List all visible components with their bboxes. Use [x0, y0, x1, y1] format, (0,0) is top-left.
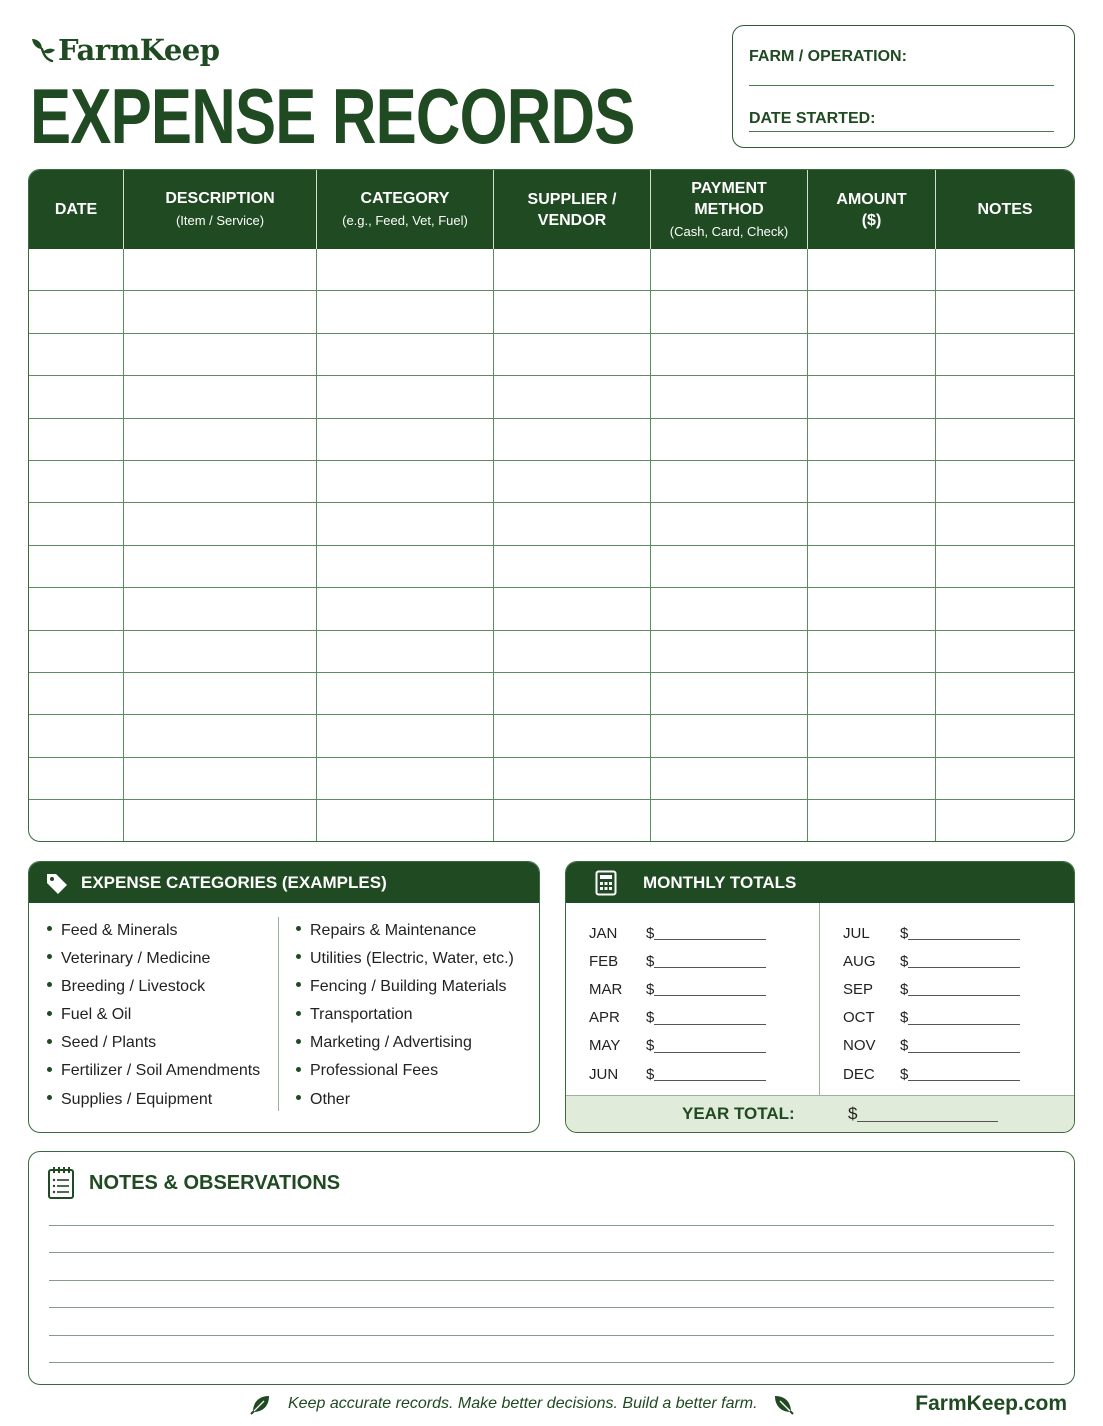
table-cell[interactable] — [29, 800, 124, 842]
table-row — [29, 758, 1074, 800]
category-item — [296, 1057, 514, 1085]
month-label: FEB — [589, 952, 619, 970]
notes-title: NOTES & OBSERVATIONS — [89, 1171, 341, 1194]
category-item — [296, 1029, 514, 1057]
table-cell[interactable] — [808, 334, 936, 375]
table-cell[interactable] — [29, 291, 124, 332]
currency-symbol: $ — [646, 1037, 655, 1055]
table-cell[interactable] — [651, 419, 808, 460]
table-cell[interactable] — [494, 758, 651, 799]
table-cell[interactable] — [494, 715, 651, 756]
bullet-icon — [47, 982, 52, 987]
table-cell[interactable] — [124, 249, 317, 290]
category-label: Utilities (Electric, Water, etc.) — [310, 950, 514, 968]
table-cell[interactable] — [651, 291, 808, 332]
category-label: Professional Fees — [310, 1062, 439, 1080]
table-cell[interactable] — [936, 461, 1074, 502]
table-cell[interactable] — [317, 758, 494, 799]
table-row — [29, 800, 1074, 842]
category-item — [47, 1029, 278, 1057]
bullet-icon — [47, 1067, 52, 1072]
table-row — [29, 376, 1074, 418]
table-cell[interactable] — [494, 376, 651, 417]
category-label: Repairs & Maintenance — [310, 922, 477, 939]
table-cell[interactable] — [124, 334, 317, 375]
bullet-icon — [296, 1011, 301, 1016]
bullet-icon — [47, 926, 52, 931]
category-label: Fencing / Building Materials — [310, 978, 507, 996]
note-line[interactable] — [49, 1362, 1054, 1363]
table-cell[interactable] — [317, 419, 494, 460]
table-cell[interactable] — [124, 715, 317, 756]
sprout-icon — [28, 35, 56, 65]
table-cell[interactable] — [651, 503, 808, 544]
table-cell[interactable] — [936, 376, 1074, 417]
note-line[interactable] — [49, 1280, 1054, 1281]
bullet-icon — [296, 1095, 301, 1100]
month-total-field[interactable] — [908, 1011, 1020, 1025]
month-row — [566, 975, 819, 1003]
months-first-half — [566, 903, 820, 1095]
table-cell[interactable] — [494, 673, 651, 714]
col-date: DATE — [29, 170, 124, 249]
table-cell[interactable] — [936, 800, 1074, 842]
month-label: SEP — [843, 980, 874, 998]
table-row — [29, 673, 1074, 715]
month-label: MAY — [589, 1037, 621, 1055]
footer-tagline — [250, 1393, 794, 1415]
table-cell[interactable] — [808, 715, 936, 756]
table-cell[interactable] — [936, 715, 1074, 756]
table-cell[interactable] — [317, 503, 494, 544]
month-row — [820, 975, 1074, 1003]
category-item — [296, 945, 514, 973]
table-cell[interactable] — [124, 461, 317, 502]
month-total-field[interactable] — [654, 1067, 766, 1081]
currency-symbol: $ — [900, 1009, 909, 1027]
bullet-icon — [296, 1067, 301, 1072]
table-cell[interactable] — [936, 503, 1074, 544]
category-item — [296, 917, 514, 945]
month-label: OCT — [843, 1009, 875, 1027]
note-line[interactable] — [49, 1225, 1054, 1226]
table-cell[interactable] — [317, 291, 494, 332]
table-cell[interactable] — [29, 546, 124, 587]
table-cell[interactable] — [29, 715, 124, 756]
currency-symbol: $ — [646, 924, 655, 942]
table-cell[interactable] — [494, 800, 651, 842]
currency-symbol: $ — [848, 1104, 858, 1123]
month-label: JAN — [589, 924, 618, 942]
table-cell[interactable] — [808, 291, 936, 332]
table-cell[interactable] — [494, 546, 651, 587]
table-cell[interactable] — [936, 419, 1074, 460]
month-row — [820, 1032, 1074, 1060]
table-cell[interactable] — [317, 546, 494, 587]
note-line[interactable] — [49, 1335, 1054, 1336]
monthly-title: MONTHLY TOTALS — [643, 872, 797, 892]
month-row — [566, 947, 819, 975]
note-line[interactable] — [49, 1307, 1054, 1308]
month-total-field[interactable] — [908, 954, 1020, 968]
expense-categories-panel — [28, 861, 540, 1133]
table-cell[interactable] — [651, 376, 808, 417]
table-cell[interactable] — [651, 673, 808, 714]
category-item — [47, 973, 278, 1001]
category-label: Feed & Minerals — [61, 922, 178, 939]
year-total-row — [566, 1095, 1074, 1132]
table-cell[interactable] — [494, 249, 651, 290]
month-total-field[interactable] — [654, 954, 766, 968]
table-cell[interactable] — [651, 715, 808, 756]
col-description: DESCRIPTION (Item / Service) — [124, 170, 317, 249]
col-payment-method: PAYMENT METHOD (Cash, Card, Check) — [651, 170, 808, 249]
table-cell[interactable] — [317, 334, 494, 375]
table-cell[interactable] — [494, 631, 651, 672]
month-row — [820, 947, 1074, 975]
category-item — [47, 945, 278, 973]
table-cell[interactable] — [317, 249, 494, 290]
bullet-icon — [296, 926, 301, 931]
currency-symbol: $ — [900, 924, 909, 942]
currency-symbol: $ — [900, 980, 909, 998]
table-body — [29, 249, 1074, 841]
currency-symbol: $ — [900, 1037, 909, 1055]
tag-icon — [45, 871, 69, 895]
table-cell[interactable] — [651, 758, 808, 799]
col-category: CATEGORY (e.g., Feed, Vet, Fuel) — [317, 170, 494, 249]
table-cell[interactable] — [808, 800, 936, 842]
month-total-field[interactable] — [654, 1039, 766, 1053]
table-cell[interactable] — [124, 503, 317, 544]
table-cell[interactable] — [808, 461, 936, 502]
currency-symbol: $ — [646, 1065, 655, 1083]
table-cell[interactable] — [651, 546, 808, 587]
table-row — [29, 249, 1074, 291]
table-row — [29, 334, 1074, 376]
category-label: Fertilizer / Soil Amendments — [61, 1062, 261, 1080]
currency-symbol: $ — [900, 952, 909, 970]
category-label: Marketing / Advertising — [310, 1034, 472, 1052]
bullet-icon — [47, 1095, 52, 1100]
table-cell[interactable] — [29, 419, 124, 460]
month-label: JUL — [843, 924, 870, 942]
table-cell[interactable] — [29, 631, 124, 672]
table-cell[interactable] — [651, 334, 808, 375]
bullet-icon — [47, 1011, 52, 1016]
farm-operation-field[interactable]: FARM / OPERATION: — [749, 48, 1054, 86]
month-total-field[interactable] — [654, 926, 766, 940]
bullet-icon — [47, 1039, 52, 1044]
category-label: Fuel & Oil — [61, 1006, 132, 1024]
calculator-icon — [595, 870, 617, 896]
category-item — [296, 973, 514, 1001]
month-row — [820, 919, 1074, 947]
leaf-icon — [250, 1393, 272, 1415]
month-label: MAR — [589, 980, 623, 998]
category-item — [47, 1086, 278, 1114]
date-started-field[interactable]: DATE STARTED: — [749, 110, 1054, 132]
table-cell[interactable] — [124, 419, 317, 460]
table-cell[interactable] — [29, 588, 124, 629]
brand-name: FarmKeep — [58, 33, 220, 67]
table-cell[interactable] — [317, 376, 494, 417]
expense-table — [28, 169, 1075, 842]
table-cell[interactable] — [317, 631, 494, 672]
category-label: Transportation — [310, 1006, 413, 1024]
month-total-field[interactable] — [908, 1039, 1020, 1053]
table-cell[interactable] — [936, 673, 1074, 714]
table-cell[interactable] — [317, 715, 494, 756]
bullet-icon — [296, 1039, 301, 1044]
farm-info-box — [732, 25, 1075, 148]
table-cell[interactable] — [808, 631, 936, 672]
table-cell[interactable] — [29, 376, 124, 417]
categories-title: EXPENSE CATEGORIES (EXAMPLES) — [81, 872, 387, 892]
category-item — [47, 917, 278, 945]
table-cell[interactable] — [124, 631, 317, 672]
categories-left-list — [29, 917, 279, 1111]
table-cell[interactable] — [29, 503, 124, 544]
note-line[interactable] — [49, 1252, 1054, 1253]
monthly-totals-panel — [565, 861, 1075, 1133]
table-cell[interactable] — [29, 334, 124, 375]
tagline-text: Keep accurate records. Make better decisions. Build a better farm. — [288, 1395, 758, 1412]
bullet-icon — [296, 954, 301, 959]
table-cell[interactable] — [124, 800, 317, 842]
category-label: Veterinary / Medicine — [61, 950, 211, 968]
leaf-icon — [772, 1393, 794, 1415]
table-cell[interactable] — [651, 461, 808, 502]
table-cell[interactable] — [124, 376, 317, 417]
table-row — [29, 631, 1074, 673]
table-cell[interactable] — [936, 249, 1074, 290]
category-label: Breeding / Livestock — [61, 978, 206, 996]
categories-right-list — [279, 917, 514, 1114]
table-cell[interactable] — [317, 800, 494, 842]
notepad-icon — [47, 1166, 75, 1200]
table-cell[interactable] — [808, 419, 936, 460]
monthly-header — [566, 862, 1074, 903]
table-cell[interactable] — [936, 291, 1074, 332]
table-cell[interactable] — [494, 291, 651, 332]
table-cell[interactable] — [808, 588, 936, 629]
col-supplier: SUPPLIER / VENDOR — [494, 170, 651, 249]
month-total-field[interactable] — [908, 1067, 1020, 1081]
month-total-field[interactable] — [654, 1011, 766, 1025]
col-amount: AMOUNT ($) — [808, 170, 936, 249]
page-title: EXPENSE RECORDS — [30, 72, 635, 160]
table-cell[interactable] — [29, 673, 124, 714]
month-total-field[interactable] — [908, 926, 1020, 940]
month-total-field[interactable] — [654, 982, 766, 996]
months-second-half — [820, 903, 1074, 1095]
table-cell[interactable] — [317, 588, 494, 629]
month-label: JUN — [589, 1065, 619, 1083]
month-row — [566, 1004, 819, 1032]
table-cell[interactable] — [494, 461, 651, 502]
category-label: Supplies / Equipment — [61, 1090, 213, 1108]
table-cell[interactable] — [936, 546, 1074, 587]
month-row — [820, 1060, 1074, 1088]
notes-panel — [28, 1151, 1075, 1385]
table-cell[interactable] — [936, 631, 1074, 672]
table-cell[interactable] — [494, 588, 651, 629]
table-cell[interactable] — [936, 588, 1074, 629]
table-cell[interactable] — [651, 631, 808, 672]
brand-logo — [28, 30, 220, 70]
table-cell[interactable] — [808, 249, 936, 290]
table-cell[interactable] — [808, 546, 936, 587]
table-cell[interactable] — [808, 376, 936, 417]
table-cell[interactable] — [124, 673, 317, 714]
category-item — [47, 1057, 278, 1085]
currency-symbol: $ — [646, 1009, 655, 1027]
table-cell[interactable] — [651, 588, 808, 629]
table-header — [29, 170, 1074, 249]
month-row — [566, 1060, 819, 1088]
notes-header — [47, 1166, 340, 1200]
category-item — [296, 1001, 514, 1029]
table-cell[interactable] — [29, 249, 124, 290]
bullet-icon — [47, 954, 52, 959]
category-item — [296, 1086, 514, 1114]
table-row — [29, 503, 1074, 545]
table-cell[interactable] — [124, 291, 317, 332]
table-cell[interactable] — [494, 334, 651, 375]
bullet-icon — [296, 982, 301, 987]
currency-symbol: $ — [646, 952, 655, 970]
month-label: NOV — [843, 1037, 876, 1055]
table-cell[interactable] — [494, 503, 651, 544]
table-cell[interactable] — [936, 334, 1074, 375]
table-cell[interactable] — [29, 461, 124, 502]
month-row — [566, 919, 819, 947]
category-item — [47, 1001, 278, 1029]
month-row — [820, 1004, 1074, 1032]
table-cell[interactable] — [494, 419, 651, 460]
table-cell[interactable] — [651, 800, 808, 842]
month-label: AUG — [843, 952, 876, 970]
table-row — [29, 715, 1074, 757]
month-row — [566, 1032, 819, 1060]
table-cell[interactable] — [124, 758, 317, 799]
table-cell[interactable] — [317, 461, 494, 502]
year-total-field[interactable] — [857, 1106, 998, 1122]
category-label: Seed / Plants — [61, 1034, 157, 1052]
col-notes: NOTES — [977, 201, 1033, 218]
month-label: APR — [589, 1009, 620, 1027]
table-cell[interactable] — [651, 249, 808, 290]
table-row — [29, 588, 1074, 630]
year-total-label: YEAR TOTAL: — [682, 1104, 795, 1123]
footer-url[interactable]: FarmKeep.com — [915, 1392, 1067, 1415]
table-row — [29, 291, 1074, 333]
table-cell[interactable] — [808, 673, 936, 714]
table-cell[interactable] — [808, 503, 936, 544]
table-cell[interactable] — [29, 758, 124, 799]
currency-symbol: $ — [646, 980, 655, 998]
table-row — [29, 419, 1074, 461]
table-cell[interactable] — [936, 758, 1074, 799]
table-cell[interactable] — [124, 546, 317, 587]
table-cell[interactable] — [808, 758, 936, 799]
month-total-field[interactable] — [908, 982, 1020, 996]
table-row — [29, 461, 1074, 503]
category-label: Other — [310, 1090, 351, 1108]
table-cell[interactable] — [317, 673, 494, 714]
month-label: DEC — [843, 1065, 875, 1083]
table-row — [29, 546, 1074, 588]
currency-symbol: $ — [900, 1065, 909, 1083]
table-cell[interactable] — [124, 588, 317, 629]
categories-header — [29, 862, 539, 903]
